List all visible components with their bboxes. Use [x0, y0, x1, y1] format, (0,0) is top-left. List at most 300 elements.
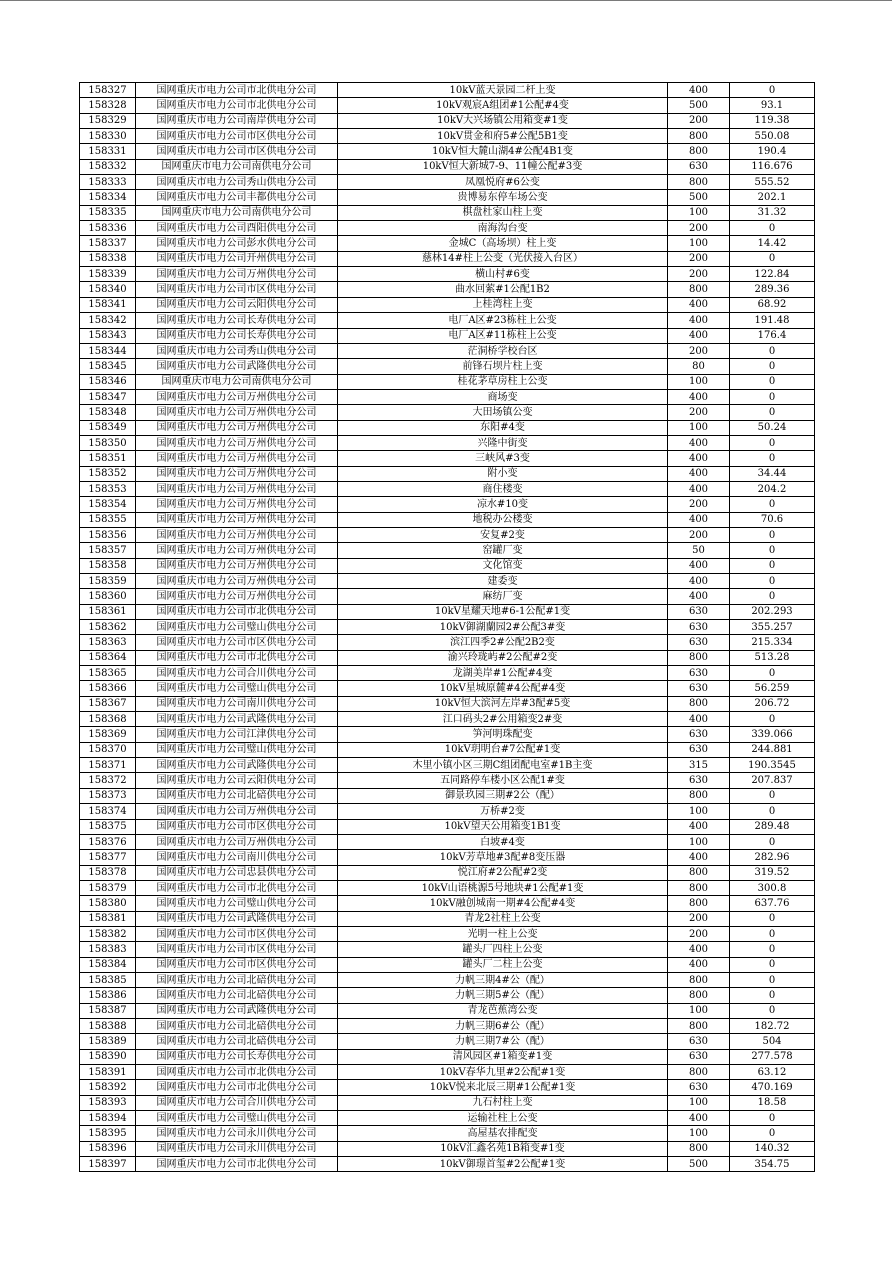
company-cell: 国网重庆市电力公司万州供电分公司: [136, 481, 338, 496]
row-id-cell: 158372: [80, 773, 136, 788]
transformer-name-cell: 10kV恒大麓山湖4#公配4B1变: [338, 144, 668, 159]
transformer-name-cell: 10kV望天公用箱变1B1变: [338, 819, 668, 834]
transformer-name-cell: 力帆三期5#公（配）: [338, 988, 668, 1003]
transformer-name-cell: 10kV融创城南一期#4公配#4变: [338, 896, 668, 911]
row-id-cell: 158384: [80, 957, 136, 972]
transformer-name-cell: 10kV山语桃源5号地块#1公配#1变: [338, 880, 668, 895]
value-cell: 0: [730, 359, 815, 374]
transformer-name-cell: 慈林14#柱上公变（光伏接入台区）: [338, 251, 668, 266]
table-row: [80, 758, 815, 773]
transformer-name-cell: 10kV星耀天地#6-1公配#1变: [338, 604, 668, 619]
table-row: [80, 1018, 815, 1033]
value-cell: 0: [730, 1003, 815, 1018]
table-row: [80, 297, 815, 312]
row-id-cell: 158333: [80, 175, 136, 190]
row-id-cell: 158341: [80, 297, 136, 312]
value-cell: 18.58: [730, 1095, 815, 1110]
value-cell: 289.48: [730, 819, 815, 834]
transformer-name-cell: 青龙芭蕉湾公变: [338, 1003, 668, 1018]
transformer-name-cell: 10kV观宸A组团#1公配#4变: [338, 98, 668, 113]
transformer-name-cell: 曲水回萦#1公配1B2: [338, 282, 668, 297]
company-cell: 国网重庆市电力公司万州供电分公司: [136, 804, 338, 819]
capacity-cell: 800: [668, 144, 730, 159]
row-id-cell: 158353: [80, 481, 136, 496]
company-cell: 国网重庆市电力公司北碚供电分公司: [136, 788, 338, 803]
table-row: [80, 129, 815, 144]
transformer-name-cell: 东阳#4变: [338, 420, 668, 435]
transformer-name-cell: 运输社柱上公变: [338, 1111, 668, 1126]
transformer-name-cell: 10kV大兴场镇公用箱变#1变: [338, 113, 668, 128]
capacity-cell: 100: [668, 236, 730, 251]
value-cell: 0: [730, 405, 815, 420]
capacity-cell: 400: [668, 328, 730, 343]
company-cell: 国网重庆市电力公司云阳供电分公司: [136, 773, 338, 788]
company-cell: 国网重庆市电力公司武隆供电分公司: [136, 758, 338, 773]
capacity-cell: 400: [668, 389, 730, 404]
row-id-cell: 158360: [80, 589, 136, 604]
company-cell: 国网重庆市电力公司万州供电分公司: [136, 574, 338, 589]
table-body: [80, 83, 815, 1172]
value-cell: 0: [730, 1111, 815, 1126]
value-cell: 202.293: [730, 604, 815, 619]
capacity-cell: 800: [668, 1141, 730, 1156]
value-cell: 0: [730, 788, 815, 803]
transformer-name-cell: 悦江府#2公配#2变: [338, 865, 668, 880]
company-cell: 国网重庆市电力公司市区供电分公司: [136, 819, 338, 834]
capacity-cell: 630: [668, 773, 730, 788]
transformer-name-cell: 10kV玥明台#7公配#1变: [338, 742, 668, 757]
transformer-name-cell: 大田场镇公变: [338, 405, 668, 420]
value-cell: 289.36: [730, 282, 815, 297]
transformer-name-cell: 10kV恒大滨河左岸#3配#5变: [338, 696, 668, 711]
capacity-cell: 200: [668, 497, 730, 512]
company-cell: 国网重庆市电力公司北碚供电分公司: [136, 972, 338, 987]
row-id-cell: 158329: [80, 113, 136, 128]
row-id-cell: 158328: [80, 98, 136, 113]
row-id-cell: 158356: [80, 527, 136, 542]
company-cell: 国网重庆市电力公司万州供电分公司: [136, 589, 338, 604]
company-cell: 国网重庆市电力公司南供电分公司: [136, 159, 338, 174]
transformer-name-cell: 商场变: [338, 389, 668, 404]
table-row: [80, 957, 815, 972]
row-id-cell: 158393: [80, 1095, 136, 1110]
value-cell: 0: [730, 574, 815, 589]
transformer-name-cell: 10kV悦来北辰三期#1公配#1变: [338, 1080, 668, 1095]
value-cell: 504: [730, 1034, 815, 1049]
row-id-cell: 158389: [80, 1034, 136, 1049]
table-row: [80, 635, 815, 650]
value-cell: 190.3545: [730, 758, 815, 773]
table-row: [80, 159, 815, 174]
table-row: [80, 788, 815, 803]
row-id-cell: 158377: [80, 850, 136, 865]
row-id-cell: 158340: [80, 282, 136, 297]
table-row: [80, 405, 815, 420]
capacity-cell: 400: [668, 466, 730, 481]
company-cell: 国网重庆市电力公司忠县供电分公司: [136, 865, 338, 880]
company-cell: 国网重庆市电力公司市北供电分公司: [136, 83, 338, 98]
table-row: [80, 236, 815, 251]
capacity-cell: 800: [668, 650, 730, 665]
transformer-name-cell: 力帆三期4#公（配）: [338, 972, 668, 987]
capacity-cell: 200: [668, 527, 730, 542]
row-id-cell: 158330: [80, 129, 136, 144]
company-cell: 国网重庆市电力公司万州供电分公司: [136, 405, 338, 420]
capacity-cell: 50: [668, 543, 730, 558]
row-id-cell: 158363: [80, 635, 136, 650]
row-id-cell: 158347: [80, 389, 136, 404]
company-cell: 国网重庆市电力公司长寿供电分公司: [136, 328, 338, 343]
row-id-cell: 158338: [80, 251, 136, 266]
company-cell: 国网重庆市电力公司璧山供电分公司: [136, 620, 338, 635]
table-row: [80, 359, 815, 374]
capacity-cell: 100: [668, 1095, 730, 1110]
value-cell: 34.44: [730, 466, 815, 481]
company-cell: 国网重庆市电力公司北碚供电分公司: [136, 988, 338, 1003]
company-cell: 国网重庆市电力公司璧山供电分公司: [136, 742, 338, 757]
table-row: [80, 1080, 815, 1095]
row-id-cell: 158332: [80, 159, 136, 174]
capacity-cell: 100: [668, 1126, 730, 1141]
value-cell: 50.24: [730, 420, 815, 435]
capacity-cell: 100: [668, 834, 730, 849]
transformer-name-cell: 横山村#6变: [338, 267, 668, 282]
row-id-cell: 158354: [80, 497, 136, 512]
table-row: [80, 497, 815, 512]
capacity-cell: 800: [668, 175, 730, 190]
table-row: [80, 113, 815, 128]
company-cell: 国网重庆市电力公司市北供电分公司: [136, 1080, 338, 1095]
capacity-cell: 630: [668, 681, 730, 696]
transformer-name-cell: 南海沟台变: [338, 221, 668, 236]
table-row: [80, 435, 815, 450]
company-cell: 国网重庆市电力公司市区供电分公司: [136, 282, 338, 297]
capacity-cell: 100: [668, 1003, 730, 1018]
capacity-cell: 630: [668, 159, 730, 174]
value-cell: 550.08: [730, 129, 815, 144]
table-row: [80, 313, 815, 328]
value-cell: 204.2: [730, 481, 815, 496]
capacity-cell: 400: [668, 83, 730, 98]
value-cell: 14.42: [730, 236, 815, 251]
capacity-cell: 800: [668, 988, 730, 1003]
value-cell: 190.4: [730, 144, 815, 159]
table-row: [80, 83, 815, 98]
company-cell: 国网重庆市电力公司万州供电分公司: [136, 451, 338, 466]
row-id-cell: 158369: [80, 727, 136, 742]
value-cell: 555.52: [730, 175, 815, 190]
value-cell: 355.257: [730, 620, 815, 635]
transformer-name-cell: 高屋基农排配变: [338, 1126, 668, 1141]
transformer-name-cell: 龙湖美岸#1公配#4变: [338, 666, 668, 681]
value-cell: 0: [730, 221, 815, 236]
company-cell: 国网重庆市电力公司万州供电分公司: [136, 834, 338, 849]
table-row: [80, 742, 815, 757]
table-row: [80, 834, 815, 849]
table-row: [80, 558, 815, 573]
company-cell: 国网重庆市电力公司南供电分公司: [136, 205, 338, 220]
row-id-cell: 158371: [80, 758, 136, 773]
capacity-cell: 630: [668, 666, 730, 681]
capacity-cell: 80: [668, 359, 730, 374]
capacity-cell: 500: [668, 1157, 730, 1172]
company-cell: 国网重庆市电力公司万州供电分公司: [136, 543, 338, 558]
company-cell: 国网重庆市电力公司万州供电分公司: [136, 389, 338, 404]
row-id-cell: 158378: [80, 865, 136, 880]
value-cell: 0: [730, 972, 815, 987]
row-id-cell: 158383: [80, 942, 136, 957]
value-cell: 354.75: [730, 1157, 815, 1172]
row-id-cell: 158359: [80, 574, 136, 589]
value-cell: 0: [730, 83, 815, 98]
company-cell: 国网重庆市电力公司市区供电分公司: [136, 926, 338, 941]
company-cell: 国网重庆市电力公司云阳供电分公司: [136, 297, 338, 312]
capacity-cell: 200: [668, 926, 730, 941]
table-row: [80, 880, 815, 895]
row-id-cell: 158368: [80, 712, 136, 727]
row-id-cell: 158385: [80, 972, 136, 987]
capacity-cell: 400: [668, 451, 730, 466]
value-cell: 0: [730, 957, 815, 972]
transformer-name-cell: 10kV贯金和府5#公配5B1变: [338, 129, 668, 144]
company-cell: 国网重庆市电力公司万州供电分公司: [136, 420, 338, 435]
table-row: [80, 543, 815, 558]
table-row: [80, 251, 815, 266]
transformer-name-cell: 五同路停车楼小区公配1#变: [338, 773, 668, 788]
capacity-cell: 400: [668, 712, 730, 727]
value-cell: 0: [730, 834, 815, 849]
row-id-cell: 158350: [80, 435, 136, 450]
company-cell: 国网重庆市电力公司万州供电分公司: [136, 527, 338, 542]
row-id-cell: 158382: [80, 926, 136, 941]
company-cell: 国网重庆市电力公司市北供电分公司: [136, 650, 338, 665]
company-cell: 国网重庆市电力公司江津供电分公司: [136, 727, 338, 742]
row-id-cell: 158373: [80, 788, 136, 803]
company-cell: 国网重庆市电力公司南川供电分公司: [136, 850, 338, 865]
value-cell: 207.837: [730, 773, 815, 788]
value-cell: 0: [730, 589, 815, 604]
table-row: [80, 1141, 815, 1156]
transformer-name-cell: 江口码头2#公用箱变2#变: [338, 712, 668, 727]
row-id-cell: 158386: [80, 988, 136, 1003]
capacity-cell: 800: [668, 282, 730, 297]
transformer-name-cell: 青龙2社柱上公变: [338, 911, 668, 926]
capacity-cell: 630: [668, 620, 730, 635]
company-cell: 国网重庆市电力公司万州供电分公司: [136, 435, 338, 450]
transformer-name-cell: 笋河明珠配变: [338, 727, 668, 742]
row-id-cell: 158336: [80, 221, 136, 236]
value-cell: 116.676: [730, 159, 815, 174]
company-cell: 国网重庆市电力公司市区供电分公司: [136, 942, 338, 957]
table-row: [80, 205, 815, 220]
row-id-cell: 158351: [80, 451, 136, 466]
table-row: [80, 389, 815, 404]
capacity-cell: 630: [668, 1034, 730, 1049]
transformer-name-cell: 万桥#2变: [338, 804, 668, 819]
row-id-cell: 158367: [80, 696, 136, 711]
row-id-cell: 158381: [80, 911, 136, 926]
row-id-cell: 158358: [80, 558, 136, 573]
row-id-cell: 158365: [80, 666, 136, 681]
value-cell: 0: [730, 389, 815, 404]
capacity-cell: 800: [668, 1065, 730, 1080]
row-id-cell: 158396: [80, 1141, 136, 1156]
value-cell: 0: [730, 666, 815, 681]
table-row: [80, 343, 815, 358]
row-id-cell: 158331: [80, 144, 136, 159]
row-id-cell: 158355: [80, 512, 136, 527]
capacity-cell: 400: [668, 481, 730, 496]
transformer-name-cell: 罐头厂四柱上公变: [338, 942, 668, 957]
row-id-cell: 158346: [80, 374, 136, 389]
company-cell: 国网重庆市电力公司丰都供电分公司: [136, 190, 338, 205]
capacity-cell: 400: [668, 850, 730, 865]
row-id-cell: 158390: [80, 1049, 136, 1064]
table-row: [80, 451, 815, 466]
transformer-name-cell: 窑罐厂变: [338, 543, 668, 558]
capacity-cell: 500: [668, 98, 730, 113]
transformer-name-cell: 兴隆中街变: [338, 435, 668, 450]
value-cell: 0: [730, 374, 815, 389]
transformer-name-cell: 10kV汇鑫名苑1B箱变#1变: [338, 1141, 668, 1156]
table-row: [80, 1065, 815, 1080]
row-id-cell: 158361: [80, 604, 136, 619]
capacity-cell: 800: [668, 865, 730, 880]
table-row: [80, 1049, 815, 1064]
table-row: [80, 282, 815, 297]
company-cell: 国网重庆市电力公司万州供电分公司: [136, 267, 338, 282]
capacity-cell: 630: [668, 1049, 730, 1064]
table-row: [80, 620, 815, 635]
value-cell: 319.52: [730, 865, 815, 880]
table-row: [80, 1034, 815, 1049]
company-cell: 国网重庆市电力公司市区供电分公司: [136, 957, 338, 972]
transformer-name-cell: 上桂湾柱上变: [338, 297, 668, 312]
table-row: [80, 175, 815, 190]
capacity-cell: 200: [668, 267, 730, 282]
transformer-name-cell: 10kV恒大新城7-9、11幢公配#3变: [338, 159, 668, 174]
capacity-cell: 630: [668, 1080, 730, 1095]
table-row: [80, 850, 815, 865]
company-cell: 国网重庆市电力公司秀山供电分公司: [136, 175, 338, 190]
value-cell: 0: [730, 942, 815, 957]
value-cell: 277.578: [730, 1049, 815, 1064]
company-cell: 国网重庆市电力公司南供电分公司: [136, 374, 338, 389]
table-row: [80, 804, 815, 819]
transformer-name-cell: 10kV蓝天景园二杆上变: [338, 83, 668, 98]
table-row: [80, 190, 815, 205]
company-cell: 国网重庆市电力公司武隆供电分公司: [136, 911, 338, 926]
table-row: [80, 712, 815, 727]
value-cell: 339.066: [730, 727, 815, 742]
table-row: [80, 819, 815, 834]
company-cell: 国网重庆市电力公司市区供电分公司: [136, 129, 338, 144]
transformer-name-cell: 光明一柱上公变: [338, 926, 668, 941]
table-row: [80, 942, 815, 957]
transformer-name-cell: 茫洞桥学校台区: [338, 343, 668, 358]
row-id-cell: 158362: [80, 620, 136, 635]
value-cell: 0: [730, 451, 815, 466]
company-cell: 国网重庆市电力公司开州供电分公司: [136, 251, 338, 266]
transformer-name-cell: 10kV芳草地#3配#8变压器: [338, 850, 668, 865]
company-cell: 国网重庆市电力公司市北供电分公司: [136, 604, 338, 619]
value-cell: 56.259: [730, 681, 815, 696]
company-cell: 国网重庆市电力公司市区供电分公司: [136, 144, 338, 159]
capacity-cell: 200: [668, 113, 730, 128]
transformer-name-cell: 桂花茅草房柱上公变: [338, 374, 668, 389]
transformer-name-cell: 附小变: [338, 466, 668, 481]
table-row: [80, 527, 815, 542]
value-cell: 176.4: [730, 328, 815, 343]
row-id-cell: 158366: [80, 681, 136, 696]
value-cell: 0: [730, 804, 815, 819]
company-cell: 国网重庆市电力公司市区供电分公司: [136, 635, 338, 650]
transformer-name-cell: 安复#2变: [338, 527, 668, 542]
row-id-cell: 158343: [80, 328, 136, 343]
transformer-name-cell: 滨江四季2#公配2B2变: [338, 635, 668, 650]
table-row: [80, 98, 815, 113]
table-row: [80, 374, 815, 389]
capacity-cell: 100: [668, 420, 730, 435]
row-id-cell: 158392: [80, 1080, 136, 1095]
value-cell: 182.72: [730, 1018, 815, 1033]
row-id-cell: 158387: [80, 1003, 136, 1018]
transformer-name-cell: 文化馆变: [338, 558, 668, 573]
substation-data-table: [79, 82, 815, 1172]
value-cell: 70.6: [730, 512, 815, 527]
transformer-name-cell: 麻纺厂变: [338, 589, 668, 604]
table-row: [80, 1111, 815, 1126]
company-cell: 国网重庆市电力公司武隆供电分公司: [136, 712, 338, 727]
row-id-cell: 158380: [80, 896, 136, 911]
capacity-cell: 800: [668, 788, 730, 803]
table-row: [80, 911, 815, 926]
value-cell: 31.32: [730, 205, 815, 220]
value-cell: 244.881: [730, 742, 815, 757]
value-cell: 191.48: [730, 313, 815, 328]
value-cell: 206.72: [730, 696, 815, 711]
row-id-cell: 158364: [80, 650, 136, 665]
row-id-cell: 158379: [80, 880, 136, 895]
capacity-cell: 400: [668, 957, 730, 972]
table-row: [80, 512, 815, 527]
transformer-name-cell: 罐头厂二柱上公变: [338, 957, 668, 972]
table-row: [80, 681, 815, 696]
transformer-name-cell: 贵博易东停车场公变: [338, 190, 668, 205]
value-cell: 0: [730, 251, 815, 266]
value-cell: 0: [730, 558, 815, 573]
capacity-cell: 100: [668, 374, 730, 389]
transformer-name-cell: 力帆三期6#公（配）: [338, 1018, 668, 1033]
company-cell: 国网重庆市电力公司万州供电分公司: [136, 558, 338, 573]
table-row: [80, 988, 815, 1003]
company-cell: 国网重庆市电力公司长寿供电分公司: [136, 1049, 338, 1064]
value-cell: 470.169: [730, 1080, 815, 1095]
capacity-cell: 200: [668, 343, 730, 358]
row-id-cell: 158394: [80, 1111, 136, 1126]
table-row: [80, 926, 815, 941]
value-cell: 0: [730, 926, 815, 941]
transformer-name-cell: 10kV御璟首玺#2公配#1变: [338, 1157, 668, 1172]
value-cell: 282.96: [730, 850, 815, 865]
table-row: [80, 144, 815, 159]
transformer-name-cell: 白坡#4变: [338, 834, 668, 849]
capacity-cell: 630: [668, 742, 730, 757]
transformer-name-cell: 10kV御湖蘭园2#公配3#变: [338, 620, 668, 635]
row-id-cell: 158391: [80, 1065, 136, 1080]
transformer-name-cell: 凉水#10变: [338, 497, 668, 512]
row-id-cell: 158397: [80, 1157, 136, 1172]
